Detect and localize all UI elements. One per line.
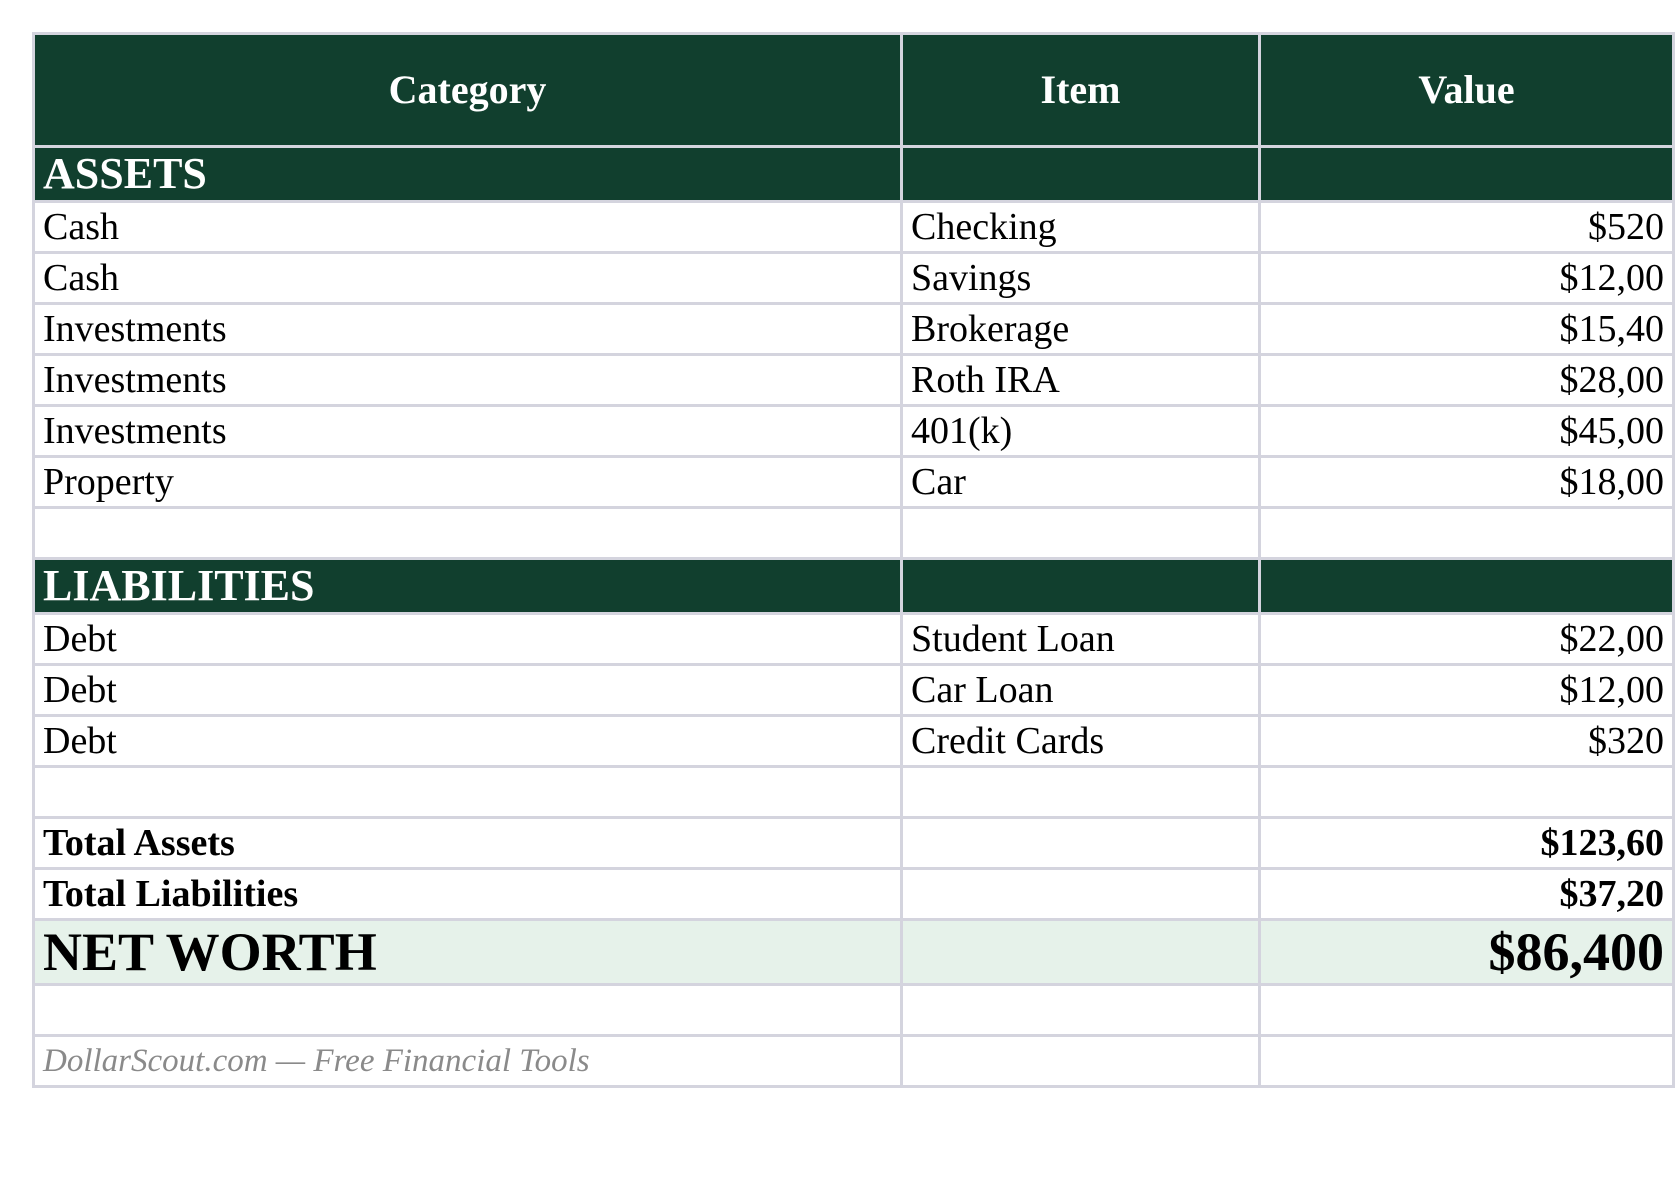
empty-row bbox=[34, 985, 1674, 1036]
empty-cell[interactable] bbox=[902, 920, 1260, 985]
category-cell[interactable]: Debt bbox=[34, 665, 902, 716]
category-cell[interactable]: Debt bbox=[34, 614, 902, 665]
asset-row bbox=[34, 304, 1674, 355]
item-cell[interactable]: Savings bbox=[902, 253, 1260, 304]
liabilities-section-row bbox=[34, 559, 1674, 614]
empty-row bbox=[34, 767, 1674, 818]
item-cell[interactable]: Checking bbox=[902, 202, 1260, 253]
empty-cell[interactable] bbox=[34, 508, 902, 559]
category-cell[interactable]: Debt bbox=[34, 716, 902, 767]
item-cell[interactable]: Credit Cards bbox=[902, 716, 1260, 767]
category-cell[interactable]: Property bbox=[34, 457, 902, 508]
header-category[interactable]: Category bbox=[34, 34, 902, 147]
asset-row bbox=[34, 457, 1674, 508]
empty-cell[interactable] bbox=[902, 767, 1260, 818]
total-assets-value[interactable]: $123,60 bbox=[1260, 818, 1674, 869]
value-cell[interactable]: $12,00 bbox=[1260, 253, 1674, 304]
value-cell[interactable]: $18,00 bbox=[1260, 457, 1674, 508]
net-worth-table bbox=[32, 32, 1675, 1088]
net-worth-value[interactable]: $86,400 bbox=[1260, 920, 1674, 985]
category-cell[interactable]: Investments bbox=[34, 355, 902, 406]
liability-row bbox=[34, 716, 1674, 767]
item-cell[interactable]: 401(k) bbox=[902, 406, 1260, 457]
item-cell[interactable]: Car bbox=[902, 457, 1260, 508]
footer-credit[interactable]: DollarScout.com — Free Financial Tools bbox=[34, 1036, 902, 1087]
category-cell[interactable]: Cash bbox=[34, 202, 902, 253]
total-liabilities-row bbox=[34, 869, 1674, 920]
liabilities-section-label[interactable]: LIABILITIES bbox=[34, 559, 902, 614]
empty-cell[interactable] bbox=[902, 869, 1260, 920]
liability-row bbox=[34, 614, 1674, 665]
empty-cell[interactable] bbox=[1260, 985, 1674, 1036]
total-liabilities-value[interactable]: $37,20 bbox=[1260, 869, 1674, 920]
assets-section-row bbox=[34, 147, 1674, 202]
empty-row bbox=[34, 508, 1674, 559]
asset-row bbox=[34, 406, 1674, 457]
value-cell[interactable]: $520 bbox=[1260, 202, 1674, 253]
header-value[interactable]: Value bbox=[1260, 34, 1674, 147]
footer-row bbox=[34, 1036, 1674, 1087]
empty-cell[interactable] bbox=[902, 818, 1260, 869]
empty-cell[interactable] bbox=[1260, 767, 1674, 818]
header-row bbox=[34, 34, 1674, 147]
assets-section-label[interactable]: ASSETS bbox=[34, 147, 902, 202]
value-cell[interactable]: $12,00 bbox=[1260, 665, 1674, 716]
asset-row bbox=[34, 253, 1674, 304]
category-cell[interactable]: Investments bbox=[34, 304, 902, 355]
value-cell[interactable]: $320 bbox=[1260, 716, 1674, 767]
value-cell[interactable]: $28,00 bbox=[1260, 355, 1674, 406]
empty-cell[interactable] bbox=[902, 147, 1260, 202]
asset-row bbox=[34, 202, 1674, 253]
total-assets-label[interactable]: Total Assets bbox=[34, 818, 902, 869]
empty-cell[interactable] bbox=[34, 767, 902, 818]
value-cell[interactable]: $22,00 bbox=[1260, 614, 1674, 665]
header-item[interactable]: Item bbox=[902, 34, 1260, 147]
empty-cell[interactable] bbox=[1260, 559, 1674, 614]
asset-row bbox=[34, 355, 1674, 406]
empty-cell[interactable] bbox=[902, 508, 1260, 559]
item-cell[interactable]: Roth IRA bbox=[902, 355, 1260, 406]
spreadsheet bbox=[32, 32, 1664, 1142]
item-cell[interactable]: Student Loan bbox=[902, 614, 1260, 665]
item-cell[interactable]: Car Loan bbox=[902, 665, 1260, 716]
net-worth-row bbox=[34, 920, 1674, 985]
category-cell[interactable]: Investments bbox=[34, 406, 902, 457]
empty-cell[interactable] bbox=[1260, 1036, 1674, 1087]
item-cell[interactable]: Brokerage bbox=[902, 304, 1260, 355]
empty-cell[interactable] bbox=[34, 985, 902, 1036]
liability-row bbox=[34, 665, 1674, 716]
empty-cell[interactable] bbox=[1260, 508, 1674, 559]
value-cell[interactable]: $15,40 bbox=[1260, 304, 1674, 355]
total-liabilities-label[interactable]: Total Liabilities bbox=[34, 869, 902, 920]
category-cell[interactable]: Cash bbox=[34, 253, 902, 304]
empty-cell[interactable] bbox=[902, 1036, 1260, 1087]
empty-cell[interactable] bbox=[1260, 147, 1674, 202]
net-worth-label[interactable]: NET WORTH bbox=[34, 920, 902, 985]
empty-cell[interactable] bbox=[902, 559, 1260, 614]
empty-cell[interactable] bbox=[902, 985, 1260, 1036]
value-cell[interactable]: $45,00 bbox=[1260, 406, 1674, 457]
total-assets-row bbox=[34, 818, 1674, 869]
